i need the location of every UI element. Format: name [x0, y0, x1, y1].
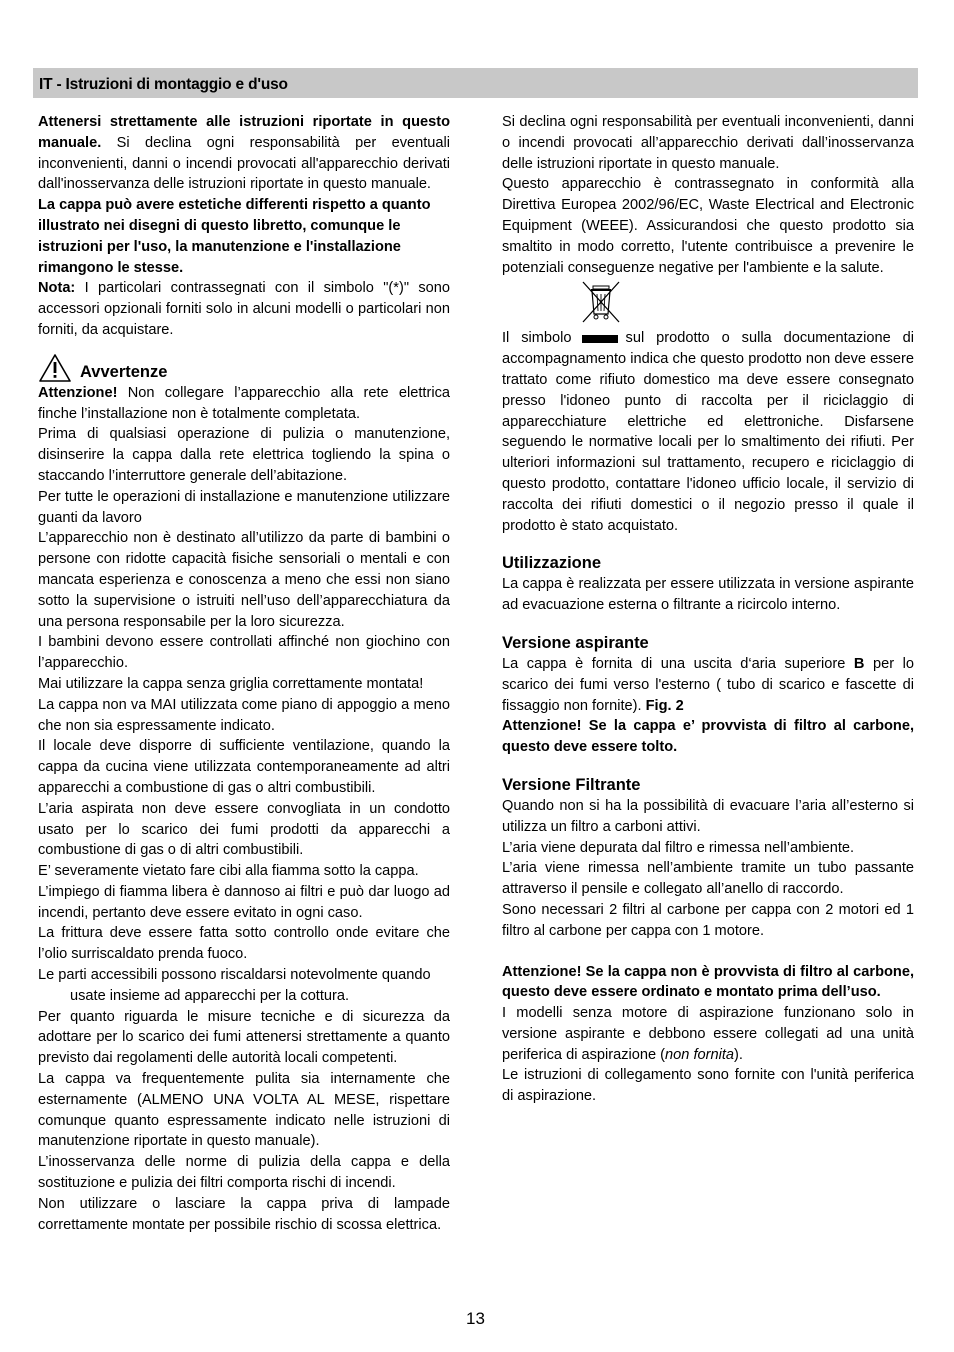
aspirante-warning: Attenzione! Se la cappa e’ provvista di filtro al carbone, questo deve essere tolto.: [502, 718, 914, 756]
disclaimer-paragraph: Si declina ogni responsabilità per eventuali inconvenienti, danni o incendi provocati all’apparecchio derivati dall’inosservanza delle istruzioni riportate in questo manuale.: [502, 114, 914, 172]
spacer: [502, 942, 914, 962]
page-number: 13: [466, 1309, 485, 1328]
right-column: [502, 112, 914, 1107]
warning-triangle-icon: [38, 353, 72, 383]
crossed-bin-icon: [580, 280, 622, 326]
warning-paragraph: E’ severamente vietato fare cibi alla fiamma sotto la cappa.: [38, 863, 419, 880]
warning-paragraph: L’inosservanza delle norme di pulizia della cappa e della sostituzione e pulizia dei filtri comporta rischi di incendi.: [38, 1154, 450, 1192]
warning-paragraph: Prima di qualsiasi operazione di pulizia o manutenzione, disinserire la cappa dalla rete elettrica togliendo la spina o staccando l’interruttore generale dell’abitazione.: [38, 426, 450, 484]
warning-paragraph: I bambini devono essere controllati affinché non giochino con l’apparecchio.: [38, 634, 450, 672]
warning-paragraph: L’impiego di fiamma libera è dannoso ai filtri e può dar luogo ad incendi, pertanto deve essere evitato in ogni caso.: [38, 883, 450, 921]
filtrante-paragraph: L’aria viene depurata dal filtro e rimessa nell’ambiente.: [502, 839, 855, 856]
symbol-paragraph: Il simbolo sul prodotto o sulla documentazione di accompagnamento indica che questo prodotto non deve essere trattato come rifiuto domestico ma deve essere consegnato presso l'idoneo punto di raccolta per il riciclaggio di apparecchiature elettriche ed elettroniche. Disfarsene seguendo le normative locali per lo smaltimento dei rifiuti. Per ulteriori informazioni sul trattamento, recupero e riciclaggio di questo prodotto, contattare l'idoneo ufficio locale, il servizio di raccolta dei rifiuti domestici o il negozio presso il quale il prodotto è stato acquistato.: [502, 330, 914, 534]
versione-aspirante-title: Versione aspirante: [502, 633, 649, 652]
symbol-bar-icon: [582, 335, 618, 343]
hot-parts-line-1: Le parti accessibili possono riscaldarsi notevolmente quando: [38, 967, 431, 984]
intro-paragraph: Attenersi strettamente alle istruzioni riportate in questo manuale. Si declina ogni responsabilità per eventuali inconvenienti, danni o incendi provocati all'apparecchio derivati dall'inosservanza delle istruzioni riportate in questo manuale.: [38, 114, 450, 193]
warning-paragraph: Non utilizzare o lasciare la cappa priva di lampade correttamente montate per possibile rischio di scossa elettrica.: [38, 1195, 450, 1233]
warning-paragraph: L’apparecchio non è destinato all’utilizzo da parte di bambini o persone con ridotte capacità fisiche sensoriali o mentali e con mancata esperienza e conoscenza a meno che essi non siano sotto la supervisione o istruiti nell’uso dell’apparecchiatura da una persona responsabile per la loro sicurezza.: [38, 530, 450, 630]
filtrante-warning: Attenzione! Se la cappa non è provvista di filtro al carbone, questo deve essere ordinato e montato prima dell’uso.: [502, 963, 914, 1001]
warning-paragraph: La frittura deve essere fatta sotto controllo onde evitare che l’olio surriscaldato prenda fuoco.: [38, 925, 450, 963]
warning-paragraph: La cappa non va MAI utilizzata come piano di appoggio a meno che non sia espressamente indicato.: [38, 696, 450, 734]
hot-parts-line-2: usate insieme ad apparecchi per la cottura.: [70, 987, 350, 1004]
aesthetic-note: La cappa può avere estetiche differenti rispetto a quanto illustrato nei disegni di questo libretto, comunque le istruzioni per l'uso, la manutenzione e l'installazione rimangono le stesse.: [38, 197, 431, 276]
warnings-heading: [38, 351, 450, 383]
weee-symbol-row: [502, 278, 914, 328]
filtrante-paragraph: Sono necessari 2 filtri al carbone per cappa con 2 motori ed 1 filtro al carbone per cappa con 1 motore.: [502, 901, 914, 939]
filtrante-paragraph: Quando non si ha la possibilità di evacuare l’aria all’esterno si utilizza un filtro a carboni attivi.: [502, 797, 914, 835]
warnings-title: Avvertenze: [80, 362, 168, 381]
filtrante-paragraph: L’aria viene rimessa nell’ambiente tramite un tubo passante attraverso il pensile e collegato all’anello di raccordo.: [502, 860, 914, 898]
utilizzazione-text: La cappa è realizzata per essere utilizzata in versione aspirante ad evacuazione esterna o filtrante a ricircolo interno.: [502, 576, 914, 614]
warning-paragraph: Per tutte le operazioni di installazione e manutenzione utilizzare guanti da lavoro: [38, 488, 450, 526]
versione-aspirante-text: La cappa è fornita di una uscita d‘aria superiore B per lo scarico dei fumi verso l'esterno ( tubo di scarico e fascette di fissaggio non fornite). Fig. 2: [502, 655, 915, 714]
left-column: [38, 112, 450, 1235]
motorless-paragraph: I modelli senza motore di aspirazione funzionano solo in versione aspirante e debbono essere collegati ad una unità periferica di aspirazione (non fornita).: [502, 1005, 914, 1063]
section-header-bar: [33, 68, 918, 98]
weee-paragraph: Questo apparecchio è contrassegnato in conformità alla Direttiva Europea 2002/96/EC, Waste Electrical and Electronic Equipment (WEEE). Assicurandosi che questo prodotto sia smaltito in modo corretto, l'utente contribuisce a prevenire le potenziali conseguenze negative per l'ambiente e la salute.: [502, 176, 914, 276]
warning-paragraph: L’aria aspirata non deve essere convogliata in un condotto usato per lo scarico dei fumi prodotti da apparecchi a combustione di gas o di altri combustibili.: [38, 800, 450, 859]
section-title: IT - Istruzioni di montaggio e d'uso: [39, 76, 288, 93]
versione-filtrante-title: Versione Filtrante: [502, 775, 641, 794]
utilizzazione-title: Utilizzazione: [502, 554, 602, 573]
warning-paragraph: Il locale deve disporre di sufficiente ventilazione, quando la cappa da cucina viene utilizzata contemporaneamente ad altri apparecchi a combustione di gas o altri combustibili.: [38, 738, 450, 796]
warning-paragraph: La cappa va frequentemente pulita sia internamente che esternamente (ALMENO UNA VOLTA AL MESE, rispettare comunque quanto espressamente indicato nelle istruzioni di manutenzione riportate in questo manuale).: [38, 1071, 450, 1150]
warning-paragraph: Mai utilizzare la cappa senza griglia correttamente montata!: [38, 675, 424, 692]
attention-paragraph: Attenzione! Non collegare l’apparecchio alla rete elettrica finche l’installazione non è totalmente completata.: [38, 384, 450, 422]
nota-paragraph: Nota: I particolari contrassegnati con il simbolo "(*)" sono accessori opzionali forniti solo in alcuni modelli o particolari non forniti, da acquistare.: [38, 280, 450, 338]
warning-paragraph: Per quanto riguarda le misure tecniche e di sicurezza da adottare per lo scarico dei fumi attenersi strettamente a quanto previsto dai regolamenti delle autorità locali competenti.: [38, 1008, 450, 1067]
instructions-paragraph: Le istruzioni di collegamento sono fornite con l'unità periferica di aspirazione.: [502, 1067, 914, 1105]
